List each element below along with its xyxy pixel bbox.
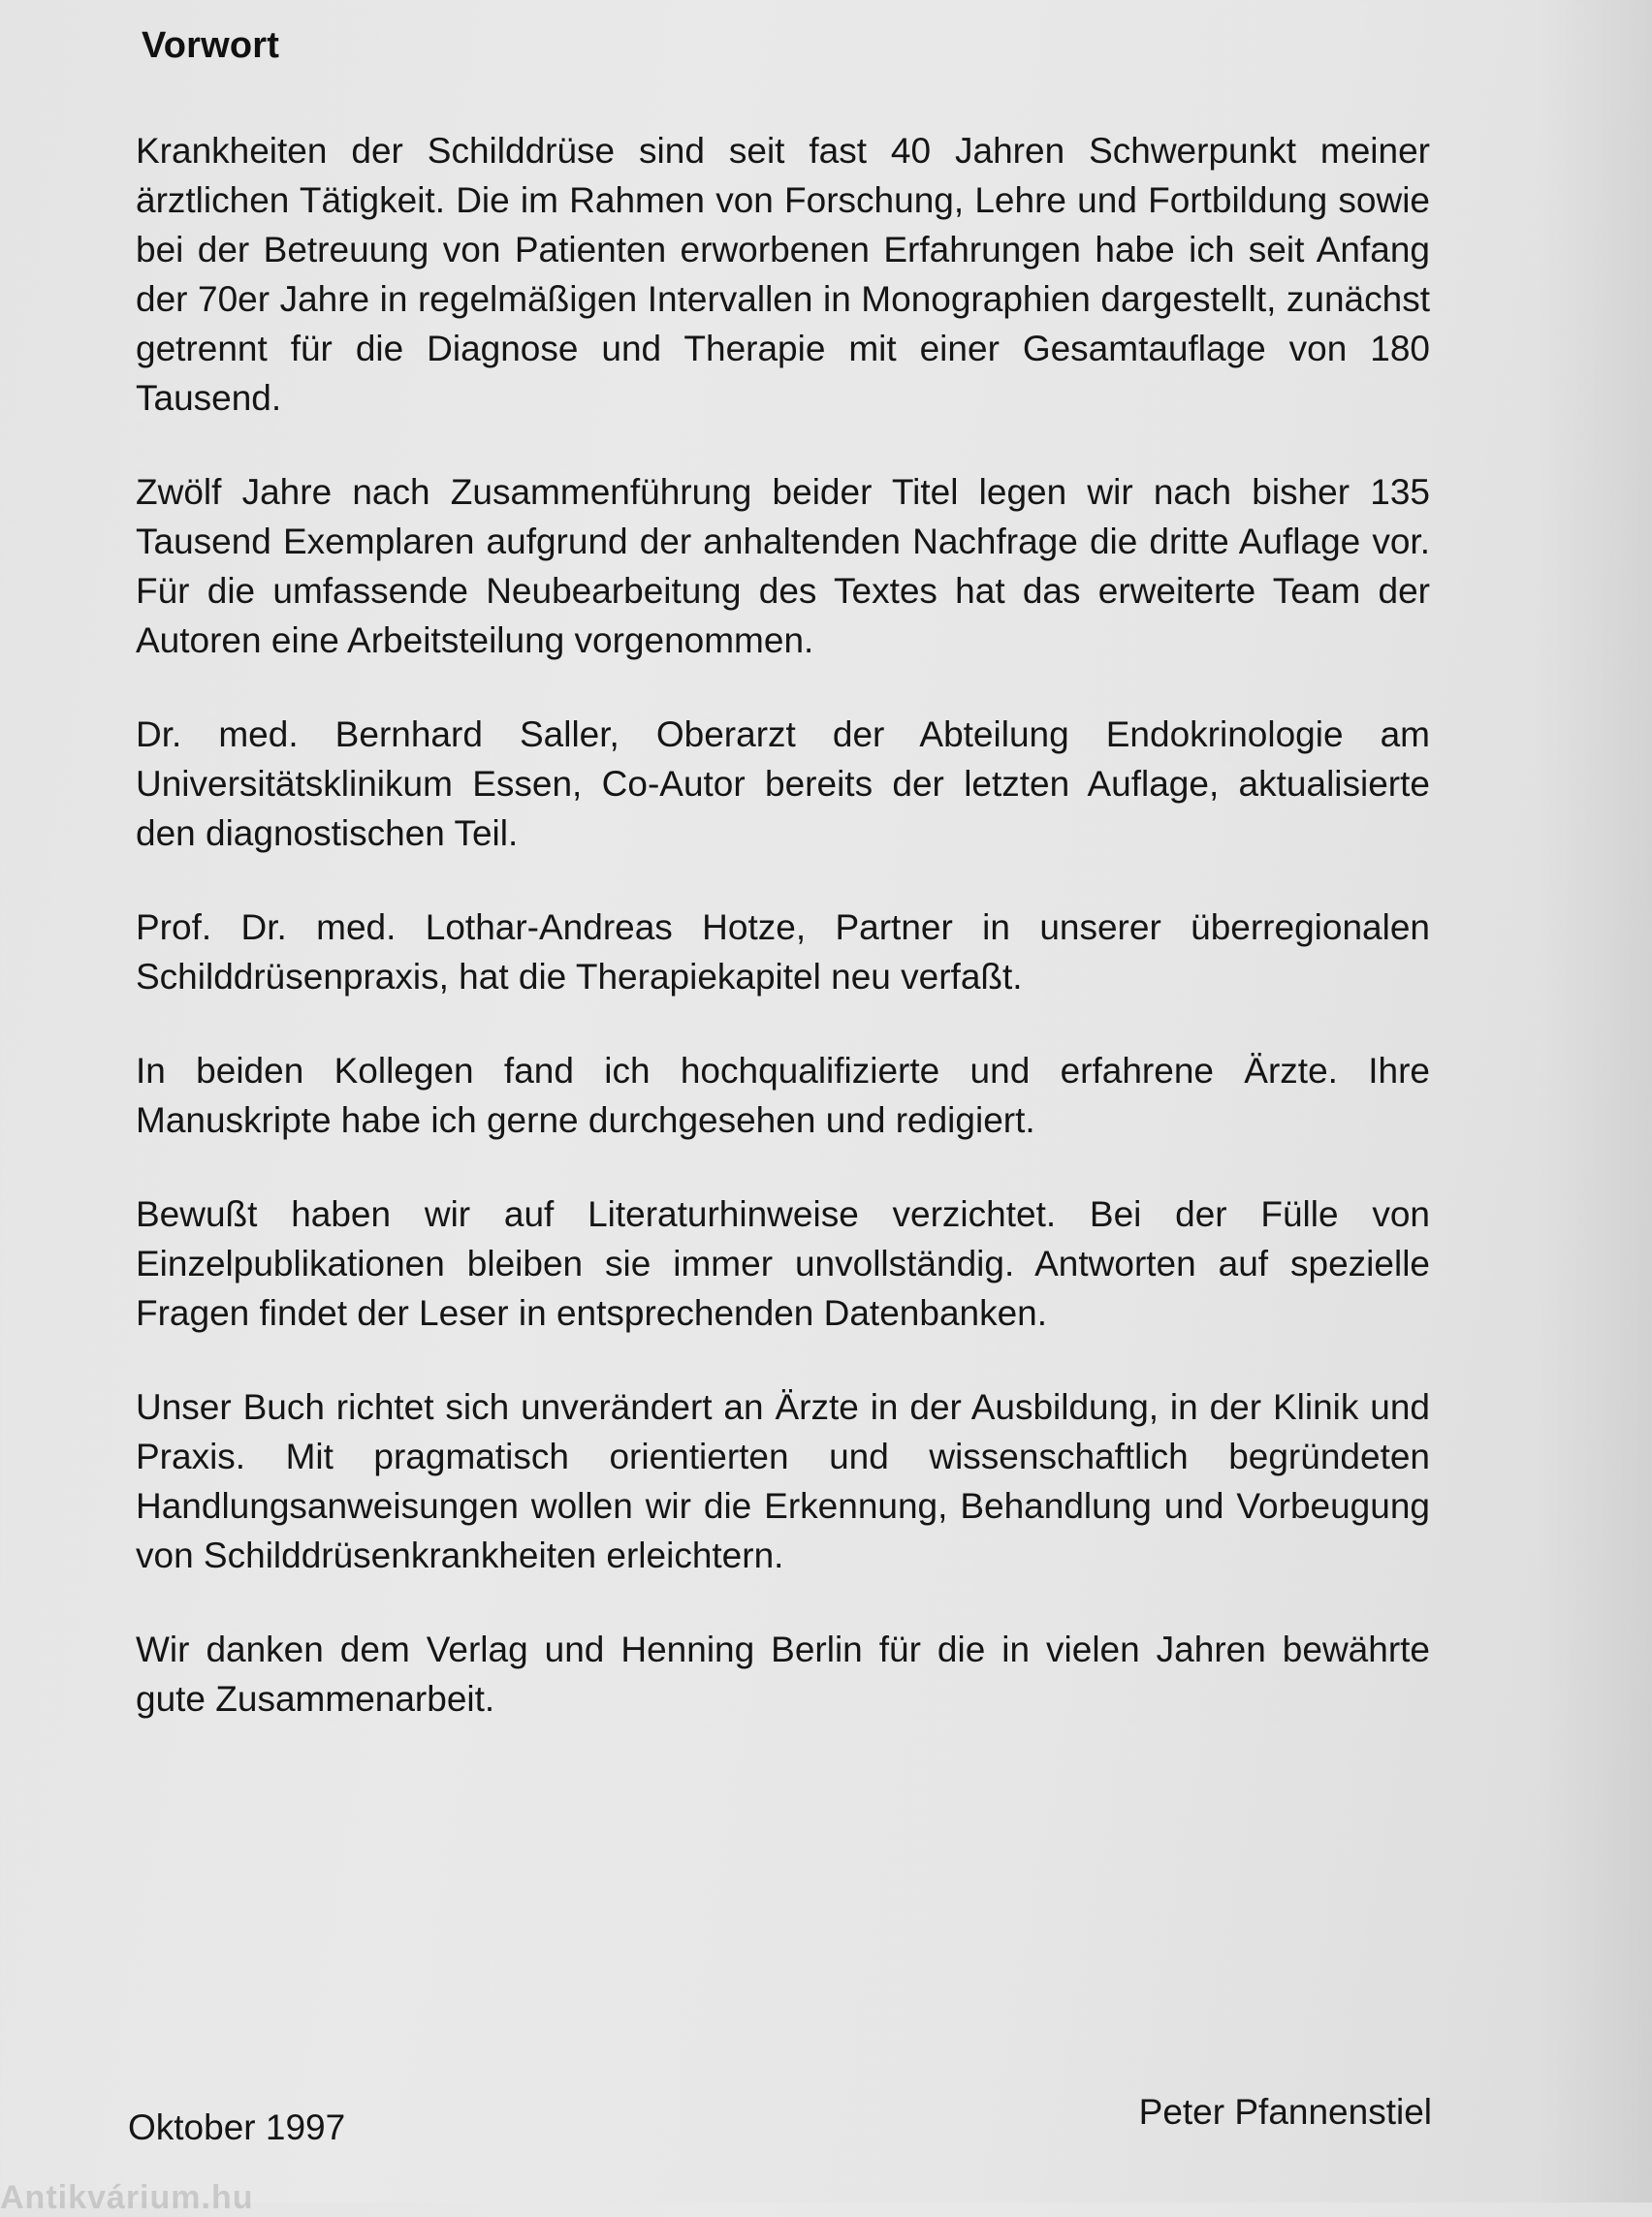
page-heading: Vorwort [142,25,280,66]
paragraph-1: Krankheiten der Schilddrüse sind seit fast 40 Jahren Schwerpunkt meiner ärztlichen Tätigkeit. Die im Rahmen von Forschung, Lehre und Fortbildung sowie bei der Betreuung von Patienten erworbenen Erfahrungen habe ich seit Anfang der 70er Jahre in regelmäßigen Intervallen in Monographien dargestellt, zunächst getrennt für die Diagnose und Therapie mit einer Gesamtauflage von 180 Tausend. [136,131,1430,418]
signature-date: Oktober 1997 [128,2107,346,2147]
book-page [128,21,1432,2183]
paragraph-8: Wir danken dem Verlag und Henning Berlin für die in vielen Jahren bewährte gute Zusammenarbeit. [136,1630,1430,1719]
foreword-body [136,126,1430,1768]
page-edge-shadow [1536,0,1652,2202]
watermark-logo: Antikvárium.hu [0,2179,254,2216]
paragraph-5: In beiden Kollegen fand ich hochqualifizierte und erfahrene Ärzte. Ihre Manuskripte habe ich gerne durchgesehen und redigiert. [136,1051,1430,1140]
signature-name: Peter Pfannenstiel [1138,2092,1432,2132]
paragraph-3: Dr. med. Bernhard Saller, Oberarzt der Abteilung Endokrinologie am Universitätsklinikum Essen, Co-Autor bereits der letzten Auflage, aktualisierte den diagnostischen Teil. [136,714,1430,853]
signature-row [128,2092,1432,2150]
paragraph-4: Prof. Dr. med. Lothar-Andreas Hotze, Partner in unserer überregionalen Schilddrüsenpraxis, hat die Therapiekapitel neu verfaßt. [136,907,1430,997]
paragraph-2: Zwölf Jahre nach Zusammenführung beider Titel legen wir nach bisher 135 Tausend Exemplaren aufgrund der anhaltenden Nachfrage die dritte Auflage vor. Für die umfassende Neubearbeitung des Textes hat das erweiterte Team der Autoren eine Arbeitsteilung vorgenommen. [136,472,1430,660]
paragraph-6: Bewußt haben wir auf Literaturhinweise verzichtet. Bei der Fülle von Einzelpublikationen bleiben sie immer unvollständig. Antworten auf spezielle Fragen findet der Leser in entsprechenden Datenbanken. [136,1194,1430,1333]
paragraph-7: Unser Buch richtet sich unverändert an Ärzte in der Ausbildung, in der Klinik und Praxis. Mit pragmatisch orientierten und wissenschaftlich begründeten Handlungsanweisungen wollen wir die Erkennung, Behandlung und Vorbeugung von Schilddrüsenkrankheiten erleichtern. [136,1387,1430,1575]
